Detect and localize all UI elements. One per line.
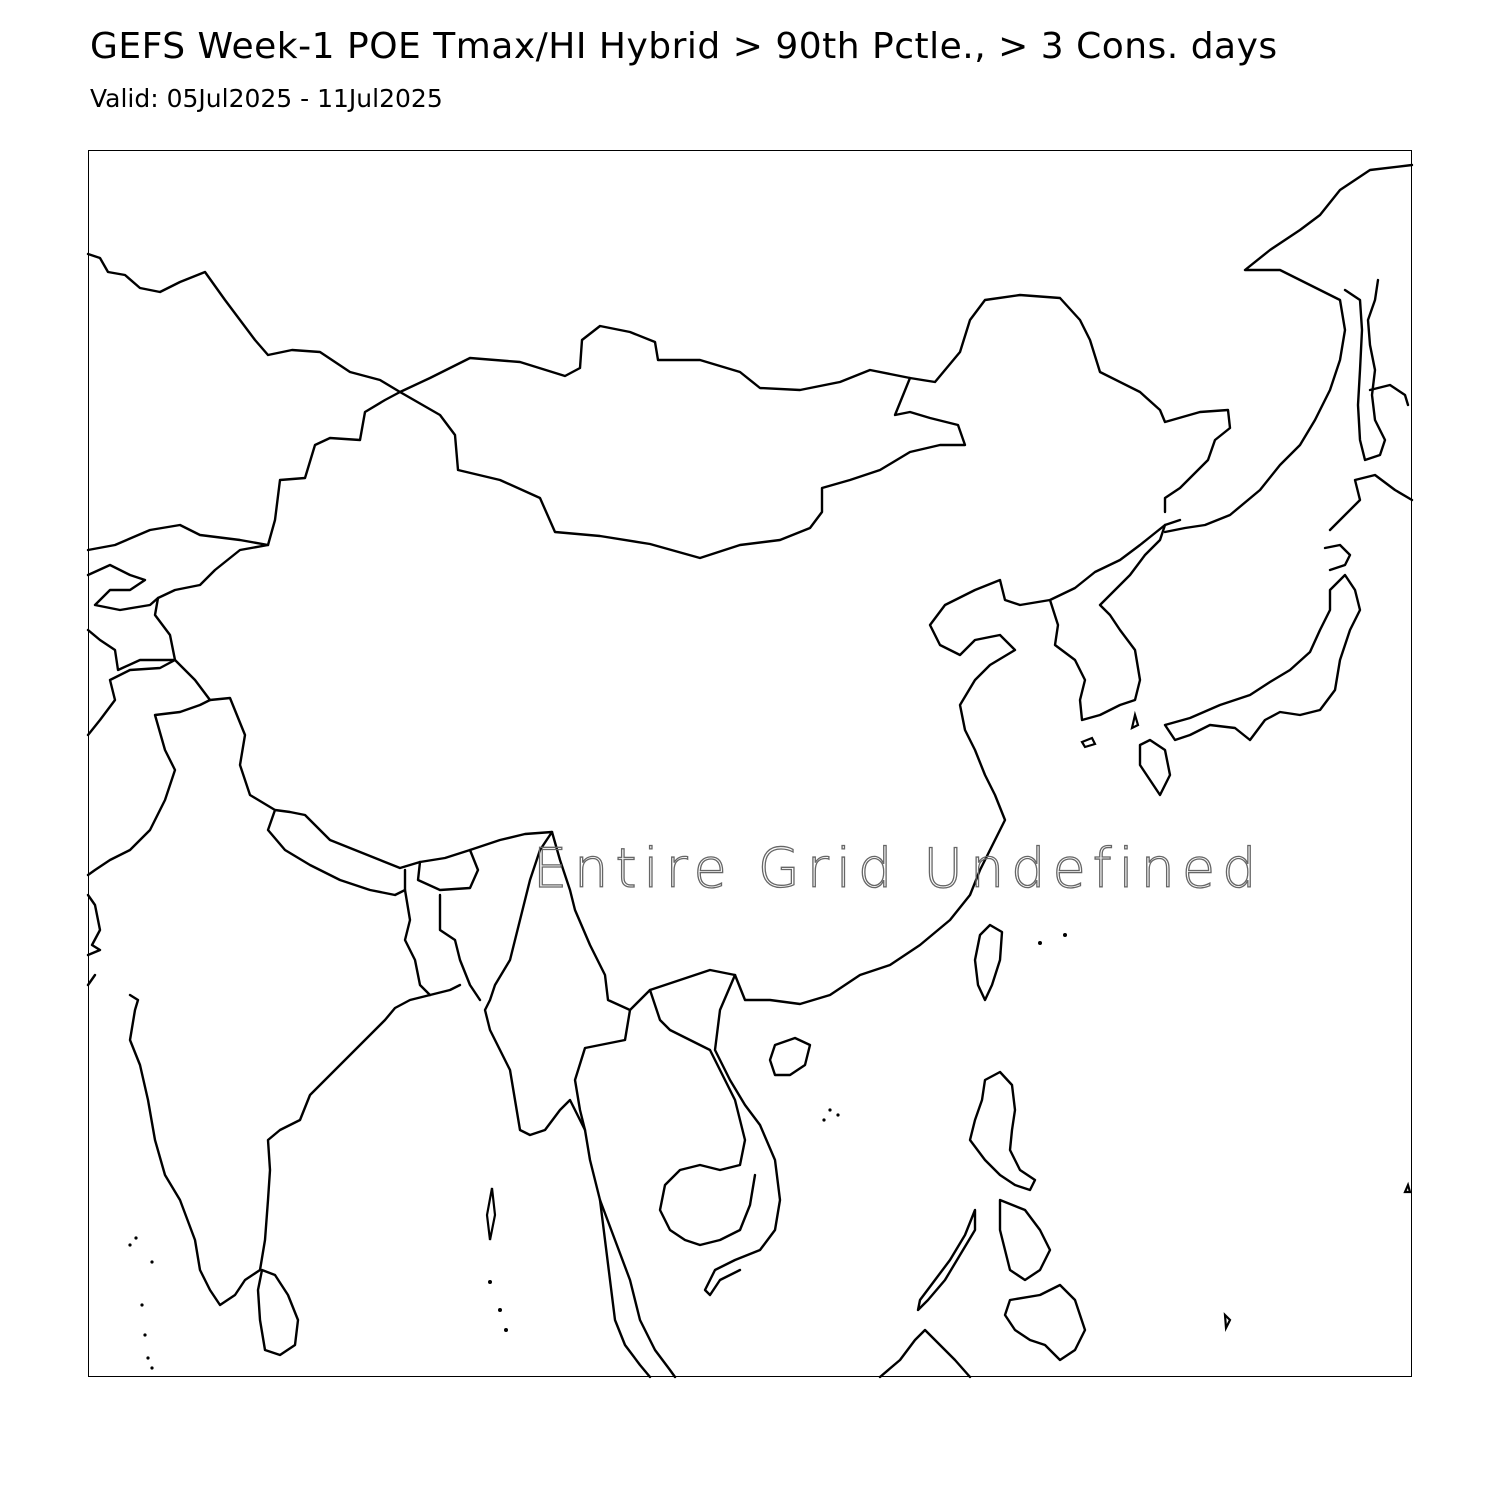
india-coastline bbox=[88, 895, 460, 1305]
atoll bbox=[828, 1108, 831, 1111]
borneo-north bbox=[880, 1330, 970, 1377]
japan-hokkaido bbox=[1325, 475, 1412, 570]
plot-title: GEFS Week-1 POE Tmax/HI Hybrid > 90th Pctle., > 3 Cons. days bbox=[90, 26, 1278, 67]
mongolia-border bbox=[400, 378, 965, 558]
philippines-luzon bbox=[970, 1072, 1035, 1190]
small-island bbox=[1405, 1185, 1410, 1192]
philippines-visayas bbox=[1000, 1200, 1050, 1280]
japan-kyushu bbox=[1140, 740, 1170, 795]
nepal-border bbox=[268, 810, 405, 895]
atoll bbox=[134, 1236, 137, 1239]
atoll bbox=[836, 1113, 839, 1116]
atoll bbox=[498, 1308, 502, 1312]
small-island bbox=[1225, 1315, 1230, 1328]
atoll bbox=[143, 1333, 146, 1336]
philippines-mindanao bbox=[1005, 1285, 1085, 1360]
central-asia-borders bbox=[88, 525, 268, 550]
central-asia-borders-2 bbox=[88, 565, 158, 610]
bangladesh-border bbox=[405, 890, 480, 1000]
atoll bbox=[128, 1243, 131, 1246]
russia-far-east-coast bbox=[1165, 165, 1412, 532]
atoll bbox=[146, 1356, 149, 1359]
small-island bbox=[1132, 715, 1138, 728]
taiwan bbox=[975, 925, 1002, 1000]
malay-peninsula bbox=[600, 1200, 650, 1377]
kuril-coast bbox=[1370, 385, 1408, 405]
afghanistan-border bbox=[88, 630, 175, 670]
japan-honshu bbox=[1165, 575, 1360, 740]
china-west-border bbox=[155, 392, 1180, 1010]
hainan bbox=[770, 1038, 810, 1075]
atoll bbox=[150, 1260, 153, 1263]
laos-vietnam-border bbox=[705, 975, 780, 1295]
atoll bbox=[140, 1303, 143, 1306]
sakhalin bbox=[1345, 280, 1385, 460]
atoll bbox=[822, 1118, 825, 1121]
atoll bbox=[504, 1328, 508, 1332]
atoll bbox=[150, 1366, 153, 1369]
sri-lanka bbox=[258, 1270, 298, 1355]
pakistan-border bbox=[88, 660, 210, 875]
korea-coastline bbox=[1050, 525, 1165, 720]
small-island bbox=[1082, 738, 1095, 747]
andaman-islands bbox=[487, 1188, 495, 1240]
atoll bbox=[488, 1280, 492, 1284]
russia-southern-border bbox=[88, 254, 1230, 512]
status-overlay-text: Entire Grid Undefined bbox=[533, 837, 1264, 900]
atoll bbox=[1038, 941, 1042, 945]
atoll bbox=[1063, 933, 1067, 937]
valid-date-range: Valid: 05Jul2025 - 11Jul2025 bbox=[90, 84, 443, 113]
palawan bbox=[918, 1210, 975, 1310]
